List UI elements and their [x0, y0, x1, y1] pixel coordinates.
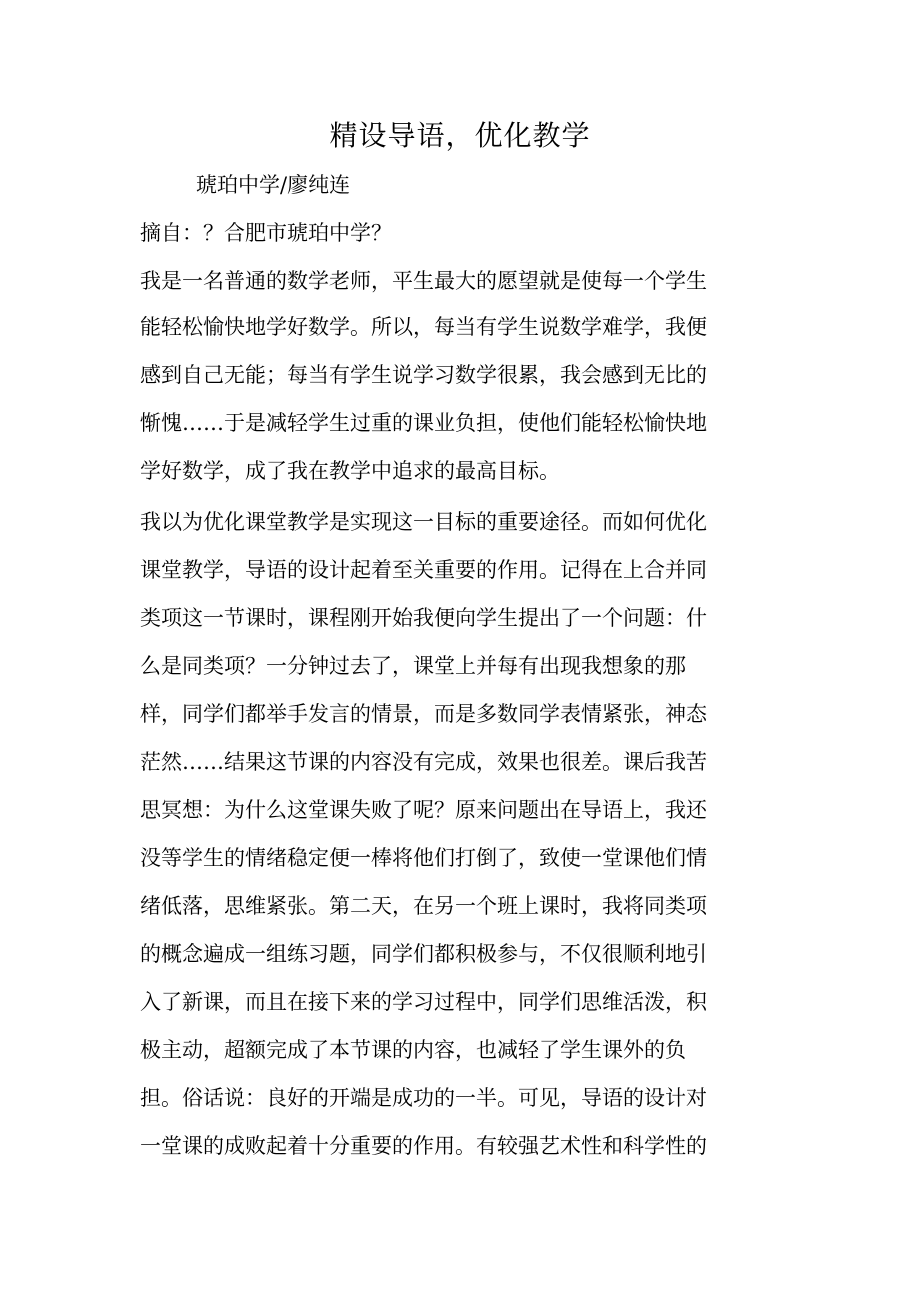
source-line: 摘自：？合肥市琥珀中学？ — [140, 221, 392, 245]
body-line: 么是同类项？一分钟过去了，课堂上并每有出现我想象的那 — [140, 654, 686, 678]
document-title: 精设导语，优化教学 — [329, 119, 591, 152]
body-line: 能轻松愉快地学好数学。所以，每当有学生说数学难学，我便 — [140, 315, 707, 339]
body-line: 惭愧……于是减轻学生过重的课业负担，使他们能轻松愉快地 — [140, 411, 707, 435]
body-line: 学好数学，成了我在教学中追求的最高目标。 — [140, 459, 560, 483]
body-line: 样，同学们都举手发言的情景，而是多数同学表情紧张，神态 — [140, 702, 707, 726]
body-line: 茫然……结果这节课的内容没有完成，效果也很差。课后我苦 — [140, 750, 707, 774]
author-line: 琥珀中学/廖纯连 — [196, 173, 351, 197]
body-line: 感到自己无能；每当有学生说学习数学很累，我会感到无比的 — [140, 363, 707, 387]
body-line: 没等学生的情绪稳定便一棒将他们打倒了，致使一堂课他们情 — [140, 846, 707, 870]
body-line: 一堂课的成败起着十分重要的作用。有较强艺术性和科学性的 — [140, 1134, 707, 1158]
body-line: 我以为优化课堂教学是实现这一目标的重要途径。而如何优化 — [140, 510, 707, 534]
body-line: 极主动，超额完成了本节课的内容，也减轻了学生课外的负 — [140, 1038, 686, 1062]
body-line: 思冥想：为什么这堂课失败了呢？原来问题出在导语上，我还 — [140, 798, 707, 822]
body-line: 类项这一节课时，课程刚开始我便向学生提出了一个问题：什 — [140, 606, 707, 630]
body-line: 我是一名普通的数学老师，平生最大的愿望就是使每一个学生 — [140, 269, 707, 293]
body-line: 入了新课，而且在接下来的学习过程中，同学们思维活泼，积 — [140, 990, 707, 1014]
body-line: 的概念遍成一组练习题，同学们都积极参与，不仅很顺利地引 — [140, 942, 707, 966]
body-line: 课堂教学，导语的设计起着至关重要的作用。记得在上合并同 — [140, 558, 707, 582]
body-line: 担。俗话说：良好的开端是成功的一半。可见，导语的设计对 — [140, 1086, 707, 1110]
body-line: 绪低落，思维紧张。第二天，在另一个班上课时，我将同类项 — [140, 894, 707, 918]
